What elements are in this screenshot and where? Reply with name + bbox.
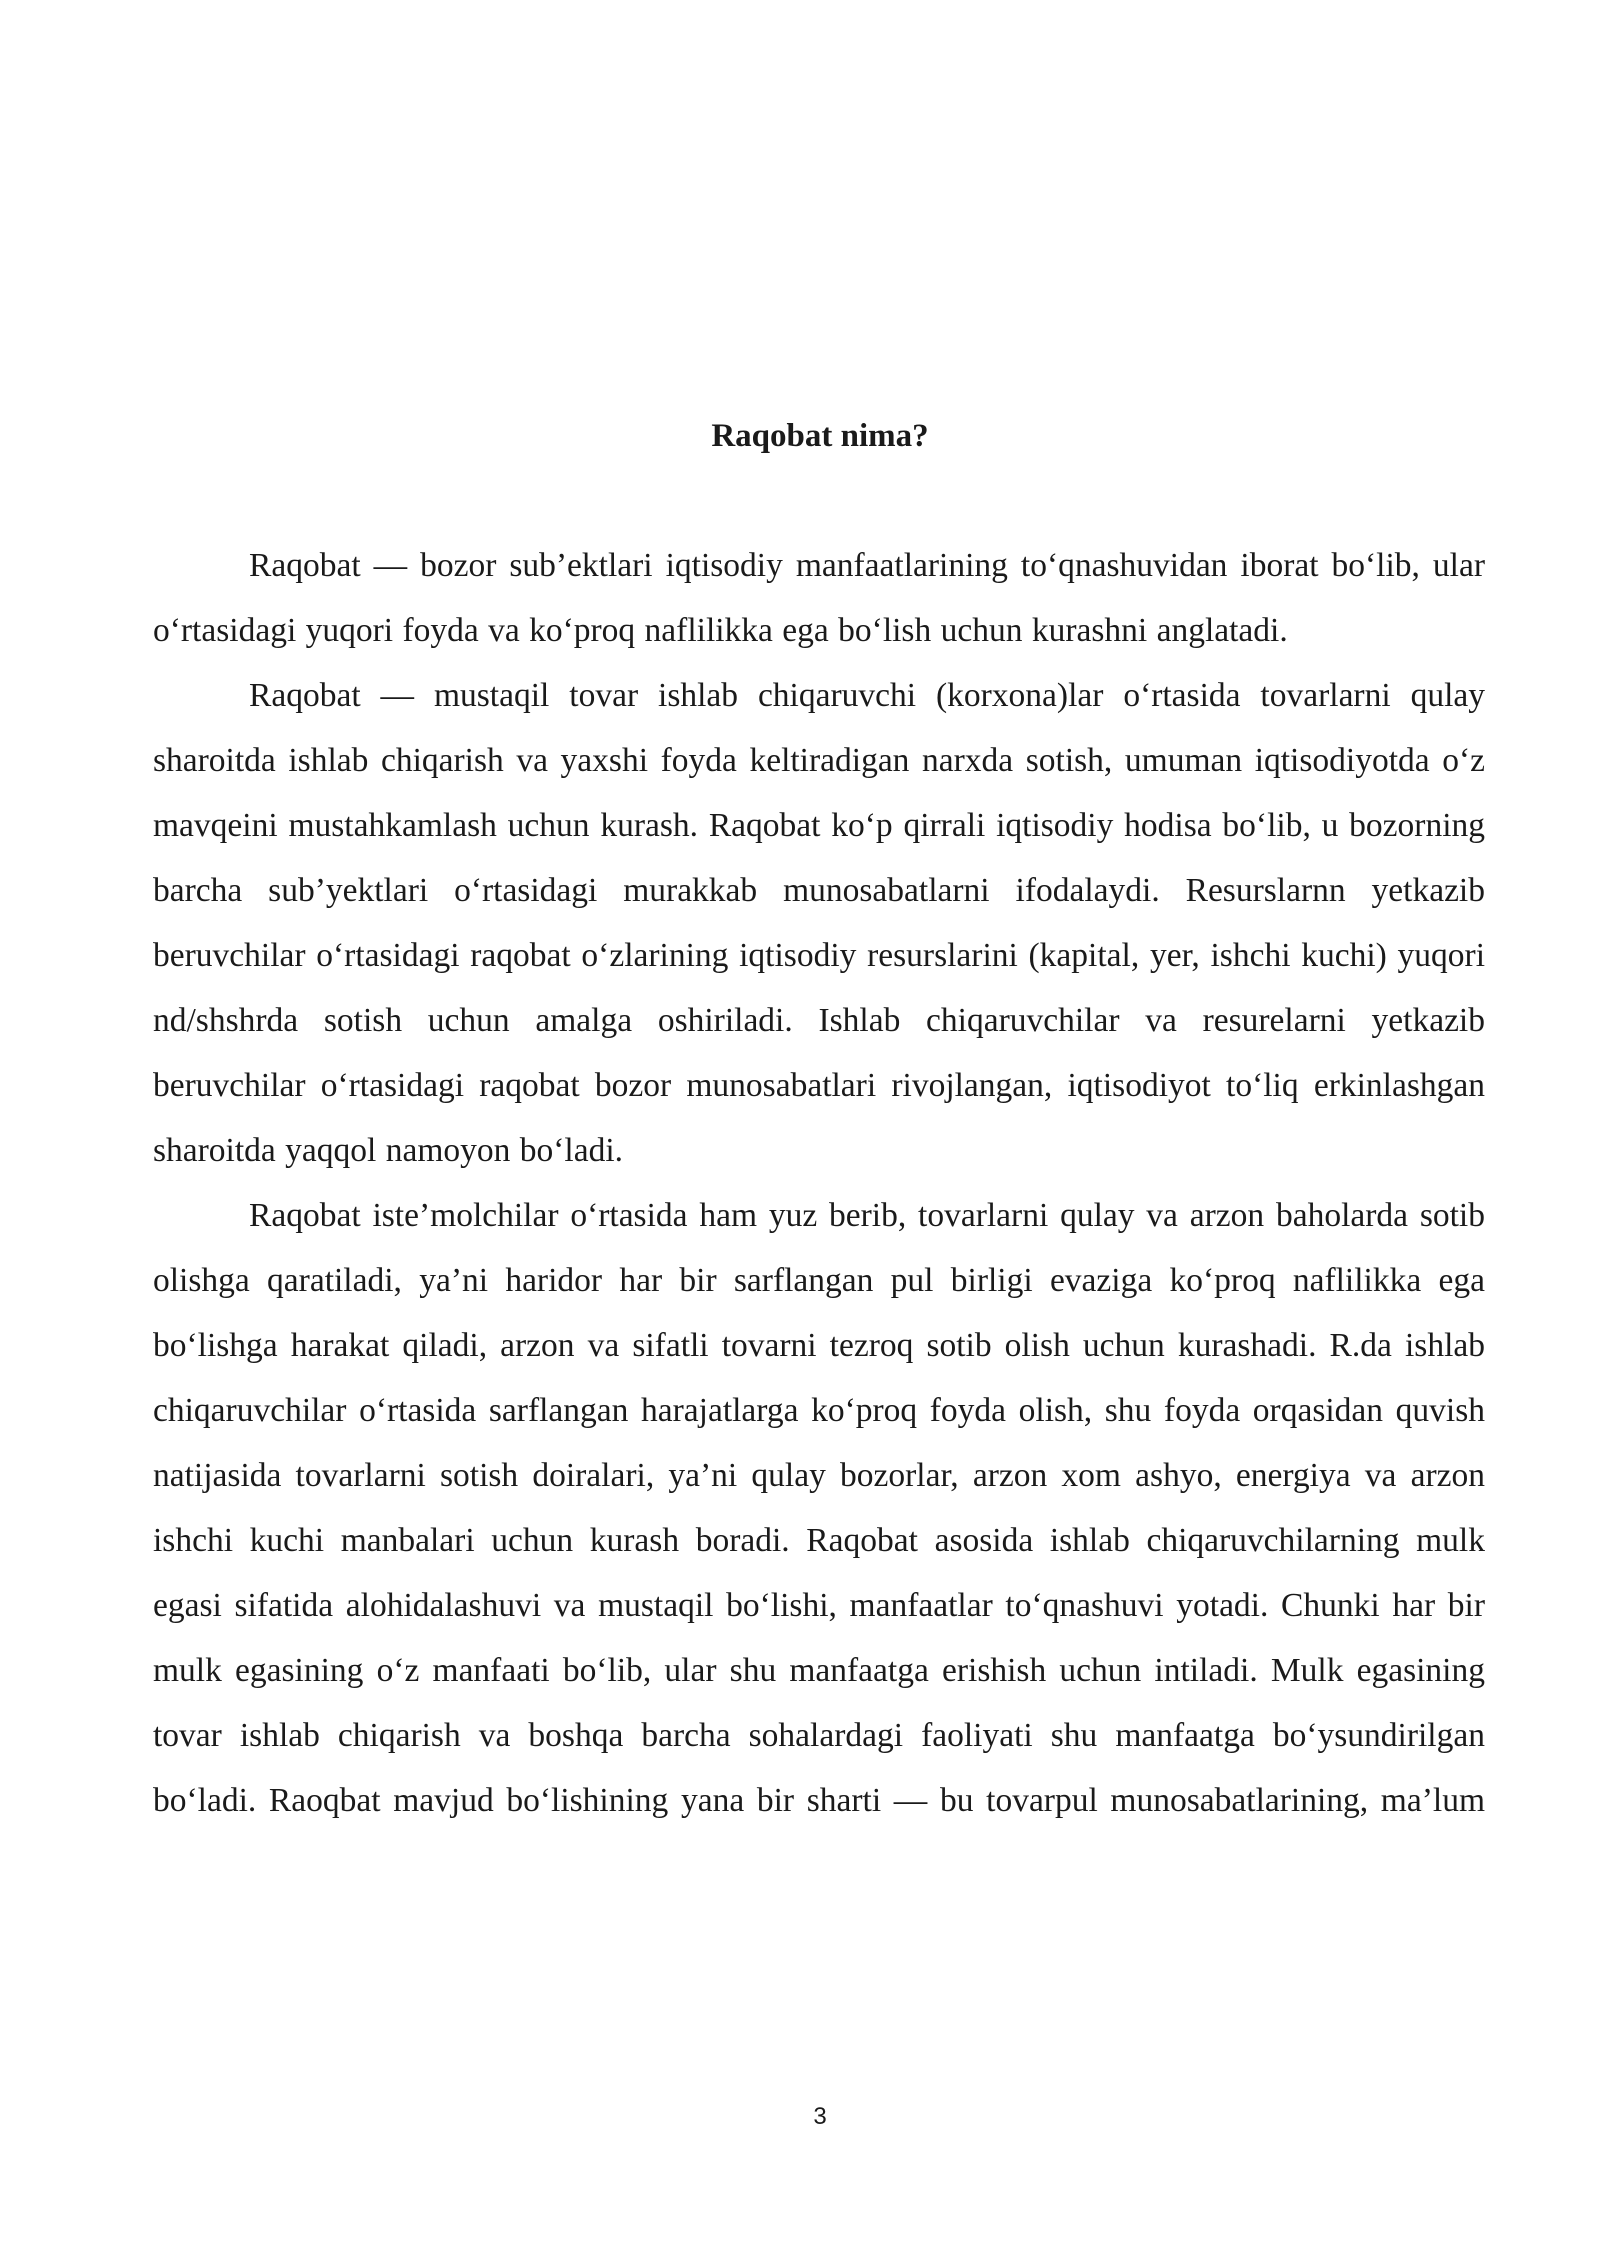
paragraph: Raqobat — mustaqil tovar ishlab chiqaruvchi (korxona)lar o‘rtasida tovarlarni qulay sharoitda ishlab chiqarish va yaxshi foyda keltiradigan narxda sotish, umuman iqtisodiyotda o‘z mavqeini mustahkamlash uchun kurash. Raqobat ko‘p qirrali iqtisodiy hodisa bo‘lib, u bozorning barcha sub’yektlari o‘rtasidagi murakkab munosabatlarni ifodalaydi. Resurslarnn yetkazib beruvchilar o‘rtasidagi raqobat o‘zlarining iqtisodiy resurslarini (kapital, yer, ishchi kuchi) yuqori nd/shshrda sotish uchun amalga oshiriladi. Ishlab chiqaruvchilar va resurelarni yetkazib beruvchilar o‘rtasidagi raqobat bozor munosabatlari rivojlangan, iqtisodiyot to‘liq erkinlashgan sharoitda yaqqol namoyon bo‘ladi.	[153, 677, 1485, 1169]
page-number: 3	[813, 2103, 827, 2130]
body-text	[153, 533, 1485, 1833]
paragraph: Raqobat iste’molchilar o‘rtasida ham yuz berib, tovarlarni qulay va arzon baholarda sotib olishga qaratiladi, ya’ni haridor har bir sarflangan pul birligi evaziga ko‘proq naflilikka ega bo‘lishga harakat qiladi, arzon va sifatli tovarni tezroq sotib olish uchun kurashadi. R.da ishlab chiqaruvchilar o‘rtasida sarflangan harajatlarga ko‘proq foyda olish, shu foyda orqasidan quvish natijasida tovarlarni sotish doiralari, ya’ni qulay bozorlar, arzon xom ashyo, energiya va arzon ishchi kuchi manbalari uchun kurash boradi. Raqobat asosida ishlab chiqaruvchilarning mulk egasi sifatida alohidalashuvi va mustaqil bo‘lishi, manfaatlar to‘qnashuvi yotadi. Chunki har bir mulk egasining o‘z manfaati bo‘lib, ular shu manfaatga erishish uchun intiladi. Mulk egasining tovar ishlab chiqarish va boshqa barcha sohalardagi faoliyati shu manfaatga bo‘ysundirilgan bo‘ladi. Raoqbat mavjud bo‘lishining yana bir sharti — bu tovarpul munosabatlarining, ma’lum	[153, 1197, 1485, 1819]
paragraph: Raqobat — bozor sub’ektlari iqtisodiy manfaatlarining to‘qnashuvidan iborat bo‘lib, ular o‘rtasidagi yuqori foyda va ko‘proq naflilikka ega bo‘lish uchun kurashni anglatadi.	[153, 547, 1485, 649]
page-title: Raqobat nima?	[711, 418, 929, 454]
